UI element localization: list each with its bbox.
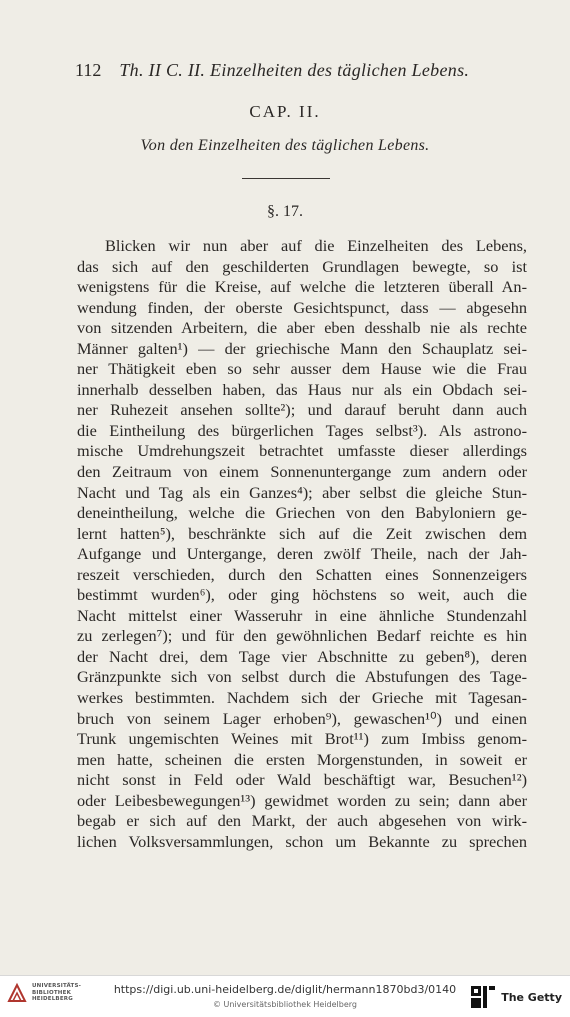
text-line: von sitzenden Arbeitern, die aber eben desshalb nie als rechte bbox=[77, 318, 527, 338]
text-line: bruch von seinem Lager erhoben⁹), gewaschen¹⁰) und einen bbox=[77, 708, 527, 728]
text-line: werkes bestimmten. Nachdem sich der Grieche mit Tagesan- bbox=[77, 688, 527, 708]
text-line: die Eintheilung des bürgerlichen Tages selbst³). Als astrono- bbox=[77, 420, 527, 440]
library-logo-line: BIBLIOTHEK bbox=[32, 989, 72, 996]
page-number: 112 bbox=[75, 60, 102, 80]
text-line: oder Leibesbewegungen¹³) gewidmet worden zu sein; dann aber bbox=[77, 790, 527, 810]
running-title: Th. II C. II. Einzelheiten des täglichen Lebens. bbox=[119, 60, 470, 80]
text-line: Männer galten¹) — der griechische Mann den Schauplatz sei- bbox=[77, 338, 527, 358]
copyright-notice: © Universitätsbibliothek Heidelberg bbox=[212, 1000, 357, 1009]
getty-logo[interactable] bbox=[471, 986, 562, 1008]
section-number: §. 17. bbox=[267, 203, 303, 220]
text-line: Trunk ungemischten Weines mit Brot¹¹) zum Imbiss genom- bbox=[77, 729, 527, 749]
text-line: zu zerlegen⁷); und für den gewöhnlichen Bedarf reichte es hin bbox=[77, 626, 527, 646]
text-line: nicht sonst in Feld oder Wald beschäftigt war, Besuchen¹²) bbox=[77, 770, 527, 790]
library-logo-line: HEIDELBERG bbox=[32, 996, 73, 1003]
text-line: ner Ruhezeit ansehen sollte²); und darauf beruht dann auch bbox=[77, 400, 527, 420]
section-divider bbox=[242, 178, 330, 179]
text-line: bestimmt wurden⁶), oder ging höchstens so weit, auch die bbox=[77, 585, 527, 605]
text-line: mische Umdrehungszeit betrachtet umfasste dieser allerdings bbox=[77, 441, 527, 461]
text-line: Nacht und Tag als ein Ganzes⁴); aber selbst die gleiche Stun- bbox=[77, 482, 527, 502]
text-line: innerhalb desselben haben, das Haus nur als ein Obdach sei- bbox=[77, 379, 527, 399]
text-line: reszeit verschieden, durch den Schatten eines Sonnenzeigers bbox=[77, 564, 527, 584]
text-line: der Nacht drei, dem Tage vier Abschnitte zu geben⁸), deren bbox=[77, 646, 527, 666]
text-line: Gränzpunkte sich von selbst durch die Abstufungen des Tage- bbox=[77, 667, 527, 687]
text-line: wenigstens für die Kreise, auf welche die letzteren überall An- bbox=[77, 277, 527, 297]
viewer-footer bbox=[0, 975, 570, 1017]
text-line: begab er sich auf den Markt, der auch abgesehen von wirk- bbox=[77, 811, 527, 831]
text-line: Nacht mittelst einer Wasseruhr in eine ähnliche Stundenzahl bbox=[77, 605, 527, 625]
text-line: Blicken wir nun aber auf die Einzelheiten des Lebens, bbox=[105, 236, 527, 255]
chapter-subtitle: Von den Einzelheiten des täglichen Lebens. bbox=[140, 137, 430, 154]
text-line: ner Thätigkeit eben so sehr ausser dem Hause wie die Frau bbox=[77, 359, 527, 379]
chapter-heading: CAP. II. bbox=[249, 102, 321, 121]
text-line: men hatte, scheinen die ersten Morgenstunden, in soweit er bbox=[77, 749, 527, 769]
text-line: lichen Volksversammlungen, schon um Bekannte zu sprechen bbox=[77, 831, 527, 851]
text-line: den Zeitraum von einem Sonnenuntergange zum andern oder bbox=[77, 462, 527, 482]
body-text bbox=[77, 236, 527, 852]
permalink-url[interactable]: https://digi.ub.uni-heidelberg.de/diglit/hermann1870bd3/0140 bbox=[113, 983, 457, 996]
library-logo-line: UNIVERSITÄTS- bbox=[32, 983, 82, 990]
text-line: deneintheilung, welche die Griechen von den Babyloniern ge- bbox=[77, 503, 527, 523]
text-line: das sich auf den geschilderten Grundlagen bewegte, so ist bbox=[77, 256, 527, 276]
getty-mark-icon bbox=[471, 986, 495, 1008]
sponsor-name: The Getty bbox=[501, 990, 562, 1004]
text-line: Aufgange und Untergange, deren zwölf Theile, nach der Jah- bbox=[77, 544, 527, 564]
running-head bbox=[75, 60, 502, 81]
text-line: wendung finden, der oberste Gesichtspunct, dass — abgesehn bbox=[77, 297, 527, 317]
text-line: lernt hatten⁵), beschränkte sich auf die Zeit zwischen dem bbox=[77, 523, 527, 543]
